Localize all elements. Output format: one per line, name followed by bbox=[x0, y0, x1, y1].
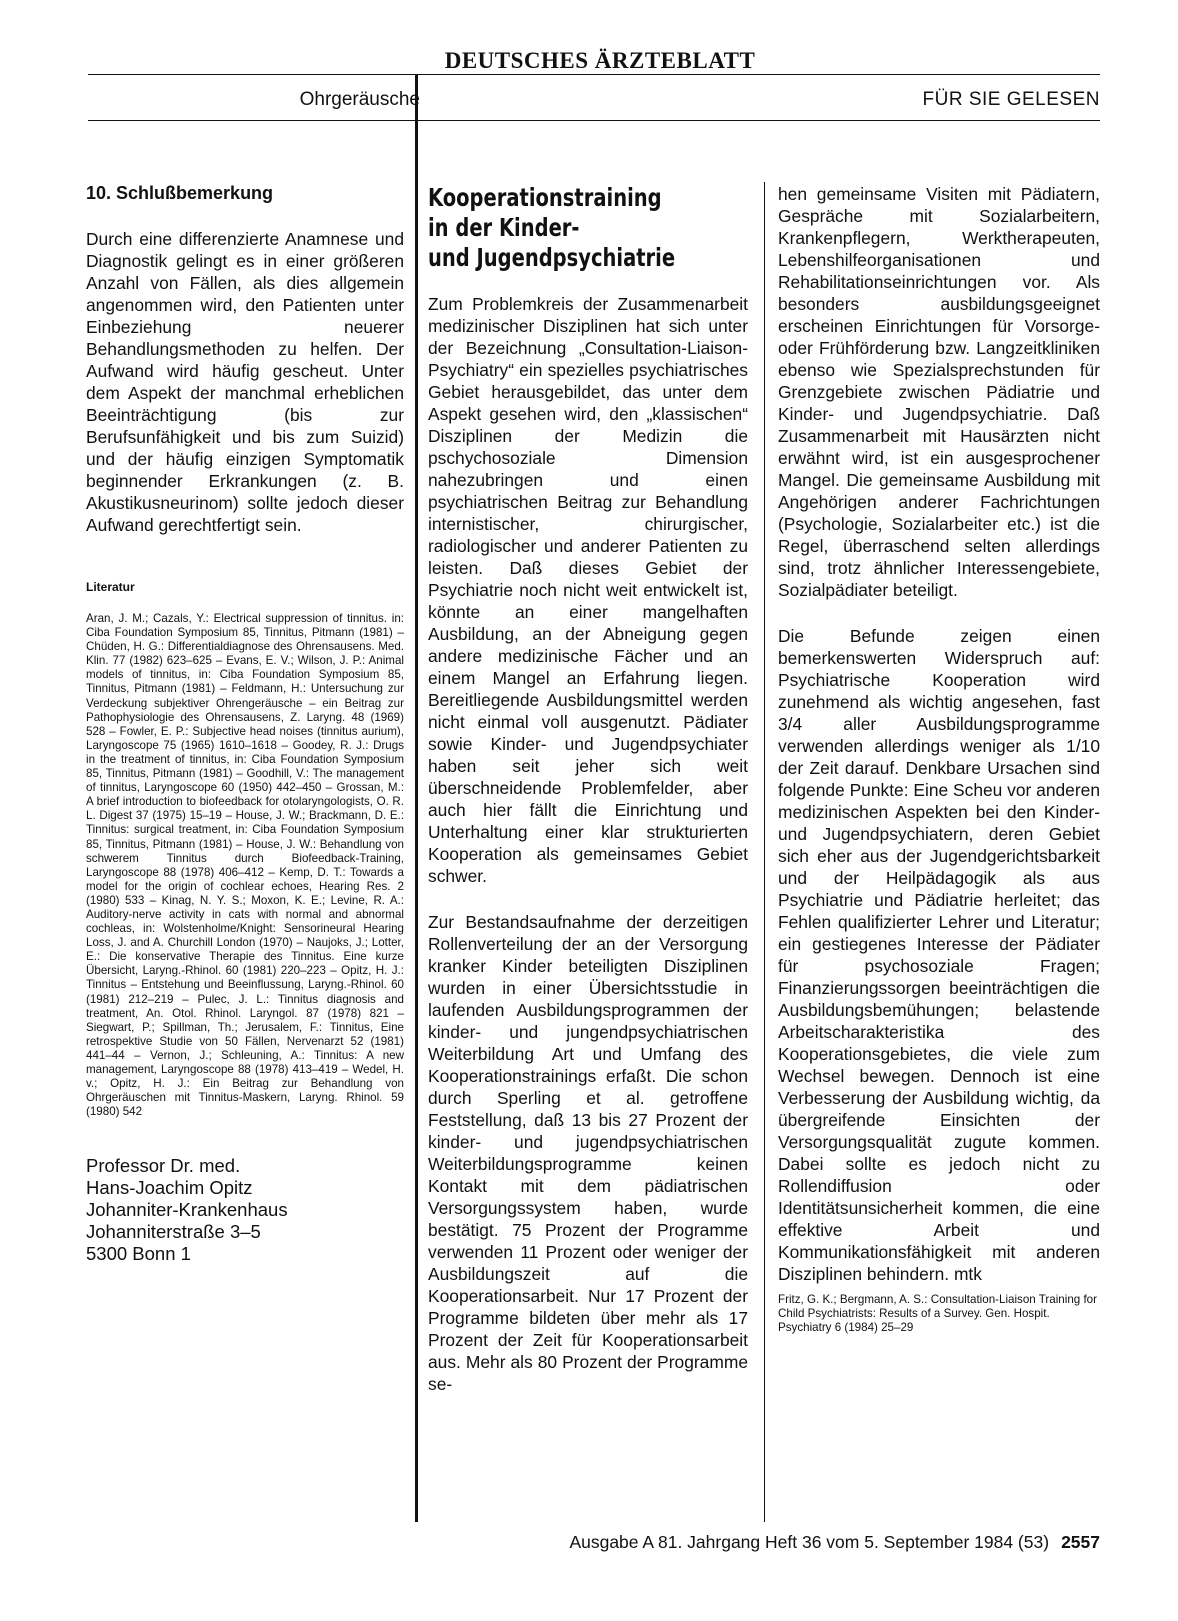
article-paragraph: Die Befunde zeigen einen bemerkenswerten Widerspruch auf: Psychiatrische Kooperation wird zunehmend als wichtig angesehen, fast 3/4 aller Ausbildungsprogramme verwenden allerdings weniger als 1/10 der Zeit darauf. Denkbare Ursachen sind folgende Punkte: Eine Scheu vor anderen medizinischen Aspekten bei den Kinder- und Jugendpsychiatern, deren Gebiet sich eher aus der Jugendgerichtsbarkeit und der Heilpädagogik als aus Psychiatrie und Pädiatrie herleitet; das Fehlen qualifizierter Lehrer und Literatur; ein gestiegenes Interesse der Pädiater für psychosoziale Fragen; Finanzierungssorgen beeinträchtigen die Ausbildungsbemühungen; belastende Arbeitscharakteristika des Kooperationsgebietes, die viele zum Wechsel bewegen. Dennoch ist eine Verbesserung der Ausbildung wichtig, da übergreifende Einsichten der Versorgungsqualität zugute kommen. Dabei sollte es jedoch nicht zu Rollendiffusion oder Identitätsunsicherheit kommen, die eine effektive Arbeit und Kommunikationsfähigkeit mit anderen Disziplinen behindern. mtk bbox=[778, 626, 1100, 1284]
literature-heading: Literatur bbox=[86, 580, 135, 594]
address-line: Hans-Joachim Opitz bbox=[86, 1177, 253, 1199]
article-paragraph: Zum Problemkreis der Zusammenarbeit medizinischer Disziplinen hat sich unter der Bezeichnung „Consultation-Liaison-Psychiatry“ ein spezielles psychiatrisches Gebiet herausgebildet, das unter dem Aspekt gesehen wird, den „klassischen“ Disziplinen der Medizin die pschychosoziale Dimension nahezubringen und einen psychiatrischen Beitrag zur Behandlung internistischer, chirurgischer, radiologischer und anderer Patienten zu leisten. Daß dieses Gebiet der Psychiatrie noch nicht weit entwickelt ist, könnte an einer mangelhaften Ausbildung, an der Abneigung gegen andere medizinische Fächer und an einem Mangel an Erfahrung liegen. Bereitliegende Ausbildungsmittel werden nicht einmal voll ausgenutzt. Pädiater sowie Kinder- und Jugendpsychiater haben seit jeher sich weit überschneidende Problemfelder, aber auch hier fällt die Einrichtung und Unterhaltung einer klar strukturierten Kooperation als gemeinsames Gebiet schwer. bbox=[428, 294, 748, 886]
page-footer bbox=[569, 1532, 1100, 1553]
masthead-rule bbox=[88, 74, 1100, 75]
column-divider-right bbox=[764, 182, 765, 1522]
closing-remarks-text: Durch eine differenzierte Anamnese und Diagnostik gelingt es in einer größeren Anzahl von Fällen, als dies allgemein angenommen wird, den Patienten unter Einbeziehung neuerer Behandlungsmethoden zu helfen. Der Aufwand wird häufig gescheut. Unter dem Aspekt der manchmal erheblichen Beeinträchtigung (bis zur Berufsunfähigkeit und bis zum Suizid) und der häufig einzigen Symptomatik beginnender Erkrankungen (z. B. Akustikusneurinom) sollte jedoch dieser Aufwand gerechtfertigt sein. bbox=[86, 229, 404, 535]
article-paragraph: hen gemeinsame Visiten mit Pädiatern, Gespräche mit Sozialarbeitern, Krankenpflegern, Werktherapeuten, Lebenshilfeorganisationen und Rehabilitationseinrichtungen vor. Als besonders ausbildungsgeeignet erscheinen Einrichtungen für Vorsorge- oder Frühförderung bzw. Langzeitkliniken ebenso wie Spezialsprechstunden für Grenzgebiete zwischen Pädiatrie und Kinder- und Jugendpsychiatrie. Daß Zusammenarbeit mit Hausärzten nicht erwähnt wird, ist ein ausgesprochener Mangel. Die gemeinsame Ausbildung mit Angehörigen anderer Fachrichtungen (Psychologie, Sozialarbeiter etc.) ist die Regel, überraschend selten allerdings sind, trotz ähnlicher Interessengebiete, Sozialpädiater beteiligt. bbox=[778, 184, 1100, 600]
column-left bbox=[86, 183, 404, 1265]
column-middle bbox=[428, 183, 748, 1395]
literature-references: Aran, J. M.; Cazals, Y.: Electrical suppression of tinnitus. in: Ciba Foundation Symposium 85, Tinnitus, Pitmann (1981) – Chüden, H. G.: Differentialdiagnose des Ohrensausens. Med. Klin. 77 (1982) 623–625 – Evans, E. V.; Wilson, J. P.: Animal models of tinnitus, in: Ciba Foundation Symposium 85, Tinnitus, Pitmann (1981) – Feldmann, H.: Untersuchung zur Verdeckung subjektiver Ohrengeräusche – ein Beitrag zur Pathophysiologie des Ohrensausens, Z. Laryng. 48 (1969) 528 – Fowler, E. P.: Subjective head noises (tinnitus aurium), Laryngoscope 75 (1965) 1610–1618 – Goodey, R. J.: Drugs in the treatment of tinnitus, in: Ciba Foundation Symposium 85, Tinnitus, Pitmann (1981) – Goodhill, V.: The management of tinnitus, Laryngoscope 60 (1950) 442–450 – Grossan, M.: A brief introduction to biofeedback for otolaryngologists, O. R. L. Digest 37 (1975) 15–19 – House, J. W.; Brackmann, D. E.: Tinnitus: surgical treatment, in: Ciba Foundation Symposium 85, Tinnitus, Pitmann (1981) – House, J. W.: Behandlung von schwerem Tinnitus durch Biofeedback-Training, Laryngoscope 88 (1978) 406–412 – Kemp, D. T.: Towards a model for the origin of cochlear echoes, Hearing Res. 2 (1980) 533 – Kinag, N. Y. S.; Moxon, K. E.; Levine, R. A.: Auditory-nerve activity in cats with normal and abnormal cochleas, in: Wolstenholme/Knight: Sensorineural Hearing Loss, J. and A. Churchill London (1970) – Naujoks, J.; Lotter, E.: Die konservative Therapie des Tinnitus. Eine kurze Übersicht, Laryng.-Rhinol. 60 (1981) 220–223 – Opitz, H. J.: Tinnitus – Entstehung und Beeinflussung, Laryng.-Rhinol. 60 (1981) 212–219 – Pulec, J. L.: Tinnitus diagnosis and treatment, An. Otol. Rhinol. Laryngol. 87 (1978) 821 – Siegwart, P.; Spillman, Th.; Jerusalem, F.: Tinnitus, Eine retrospektive Studie von 50 Fällen, Nervenarzt 52 (1981) 441–44 – Vernon, J.; Schleuning, A.: Tinnitus: A new management, Laryngoscope 88 (1978) 413–419 – Wedel, H. v.; Opitz, H. J.: Ein Beitrag zur Behandlung von Ohrgeräuschen mit Tinnitus-Maskern, Laryng. Rhinol. 59 (1980) 542 bbox=[86, 612, 404, 1119]
page-number: 2557 bbox=[1061, 1532, 1100, 1552]
section-heading: 10. Schlußbemerkung bbox=[86, 183, 274, 203]
author-address bbox=[86, 1155, 404, 1265]
title-line: in der Kinder- bbox=[428, 213, 580, 242]
section-label-left: Ohrgeräusche bbox=[299, 89, 420, 110]
address-line: 5300 Bonn 1 bbox=[86, 1243, 191, 1265]
column-divider-left bbox=[415, 74, 418, 1522]
article-title bbox=[428, 183, 756, 273]
column-right bbox=[778, 183, 1100, 1347]
section-label-right: FÜR SIE GELESEN bbox=[922, 89, 1100, 110]
address-line: Johanniterstraße 3–5 bbox=[86, 1221, 261, 1243]
issue-info: Ausgabe A 81. Jahrgang Heft 36 vom 5. September 1984 (53) bbox=[569, 1532, 1050, 1552]
address-line: Professor Dr. med. bbox=[86, 1155, 241, 1177]
title-line: Kooperationstraining bbox=[428, 183, 662, 212]
article-paragraph: Zur Bestandsaufnahme der derzeitigen Rollenverteilung der an der Versorgung kranker Kinder beteiligten Disziplinen wurden in einer Übersichtsstudie in laufenden Ausbildungsprogrammen der kinder- und jungendpsychiatrischen Weiterbildung Art und Umfang des Kooperationstrainings erfaßt. Die schon durch Sperling et al. getroffene Feststellung, daß 13 bis 27 Prozent der kinder- und jugendpsychiatrischen Weiterbildungsprogramme keinen Kontakt mit dem pädiatrischen Versorgungssystem haben, wurde bestätigt. 75 Prozent der Programme verwenden 11 Prozent oder weniger der Ausbildungszeit auf die Kooperationsarbeit. Nur 17 Prozent der Programme bildeten über mehr als 17 Prozent der Zeit für Kooperationsarbeit aus. Mehr als 80 Prozent der Programme se- bbox=[428, 912, 748, 1394]
masthead: DEUTSCHES ÄRZTEBLATT bbox=[444, 48, 756, 73]
article-reference: Fritz, G. K.; Bergmann, A. S.: Consultation-Liaison Training for Child Psychiatrists: Results of a Survey. Gen. Hospit. Psychiatry 6 (1984) 25–29 bbox=[778, 1293, 1097, 1335]
title-line: und Jugendpsychiatrie bbox=[428, 243, 676, 272]
address-line: Johanniter-Krankenhaus bbox=[86, 1199, 288, 1221]
header-rule bbox=[88, 120, 1100, 121]
